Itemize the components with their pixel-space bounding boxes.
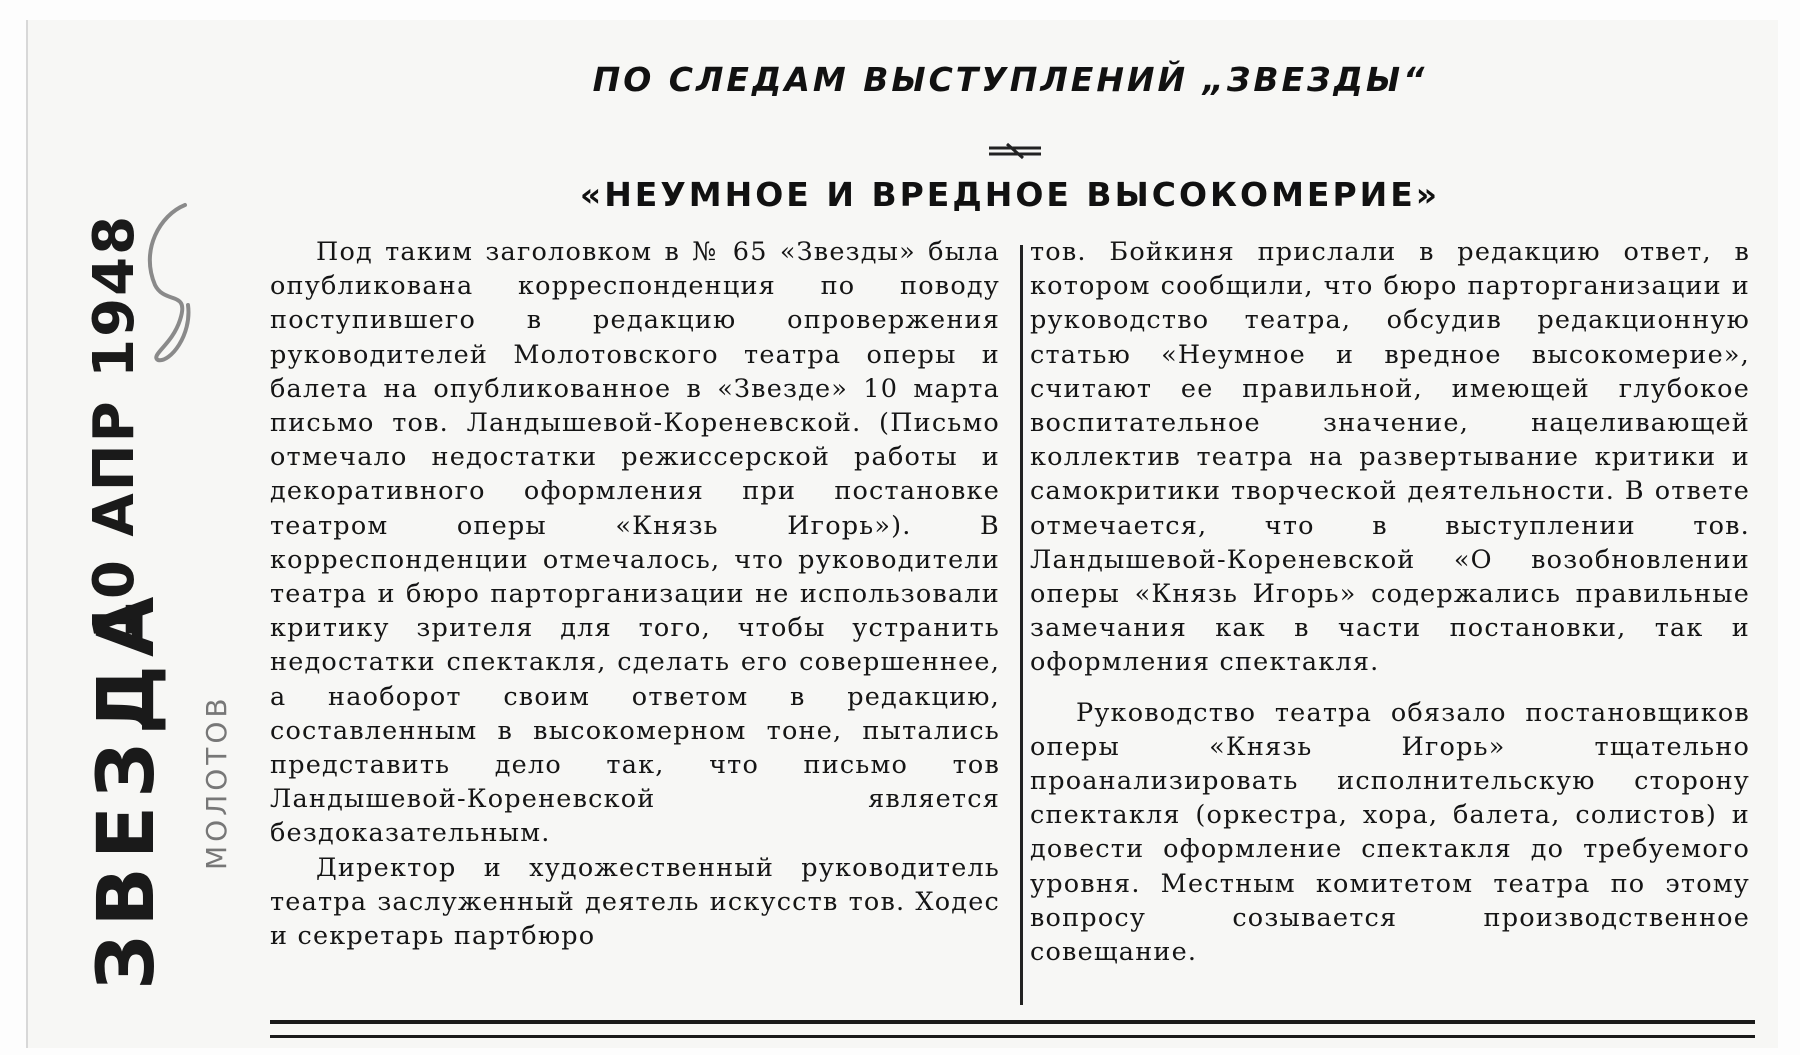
article [270, 45, 1750, 1035]
ornament-divider-icon [985, 140, 1045, 162]
paragraph: Под таким заголовком в № 65 «Звезды» была опубликована корреспонденция по поводу поступившего в редакцию опровержения руководителей Молотовского театра оперы и балета на опубликованное в «Звезде» 10 марта письмо тов. Ландышевой-Кореневской. (Письмо отмечало недостатки режиссерской работы и декоративного оформления при постановке театром оперы «Князь Игорь»). В корреспонденции отмечалось, что руководители театра и бюро парторганизации не использовали критику зрителя для того, чтобы устранить недостатки спектакля, сделать его совершеннее, а наоборот своим ответом в редакцию, составленным в высокомерном тоне, пытались представить дело так, что письмо тов Ландышевой-Кореневской является бездоказательным. [270, 237, 1000, 849]
article-column-left [270, 235, 1000, 953]
article-column-right [1030, 235, 1750, 969]
article-headline: «НЕУМНОЕ И ВРЕДНОЕ ВЫСОКОМЕРИЕ» [579, 175, 1441, 214]
bottom-double-rule [270, 1020, 1755, 1038]
stamp-newspaper-name: ЗВЕЗДА [82, 588, 172, 990]
stamp-date: 10 АПР 1948 [82, 213, 147, 640]
stamp-city: МОЛОТОВ [200, 694, 233, 870]
paragraph: Руководство театра обязало постановщиков оперы «Князь Игорь» тщательно проанализировать исполнительскую сторону спектакля (оркестра, хора, балета, солистов) и довести оформление спектакля до требуемого уровня. Местным комитетом театра по этому вопросу созывается производственное совещание. [1030, 697, 1750, 968]
article-rubric: ПО СЛЕДАМ ВЫСТУПЛЕНИЙ „ЗВЕЗДЫ“ [592, 60, 1428, 99]
paragraph: Директор и художественный руководитель театра заслуженный деятель искусств тов. Ходес и секретарь партбюро [270, 852, 1000, 952]
paragraph: тов. Бойкиня прислали в редакцию ответ, в котором сообщили, что бюро парторганизации и руководство театра, обсудив редакционную статью «Неумное и вредное высокомерие», считают ее правильной, имеющей глубокое воспитательное значение, нацеливающей коллектив театра на развертывание критики и самокритики творческой деятельности. В ответе отмечается, что в выступлении тов. Ландышевой-Кореневской «О возобновлении оперы «Князь Игорь» содержались правильные замечания как в части постановки, так и оформления спектакля. [1030, 237, 1750, 678]
column-divider [1020, 245, 1023, 1005]
